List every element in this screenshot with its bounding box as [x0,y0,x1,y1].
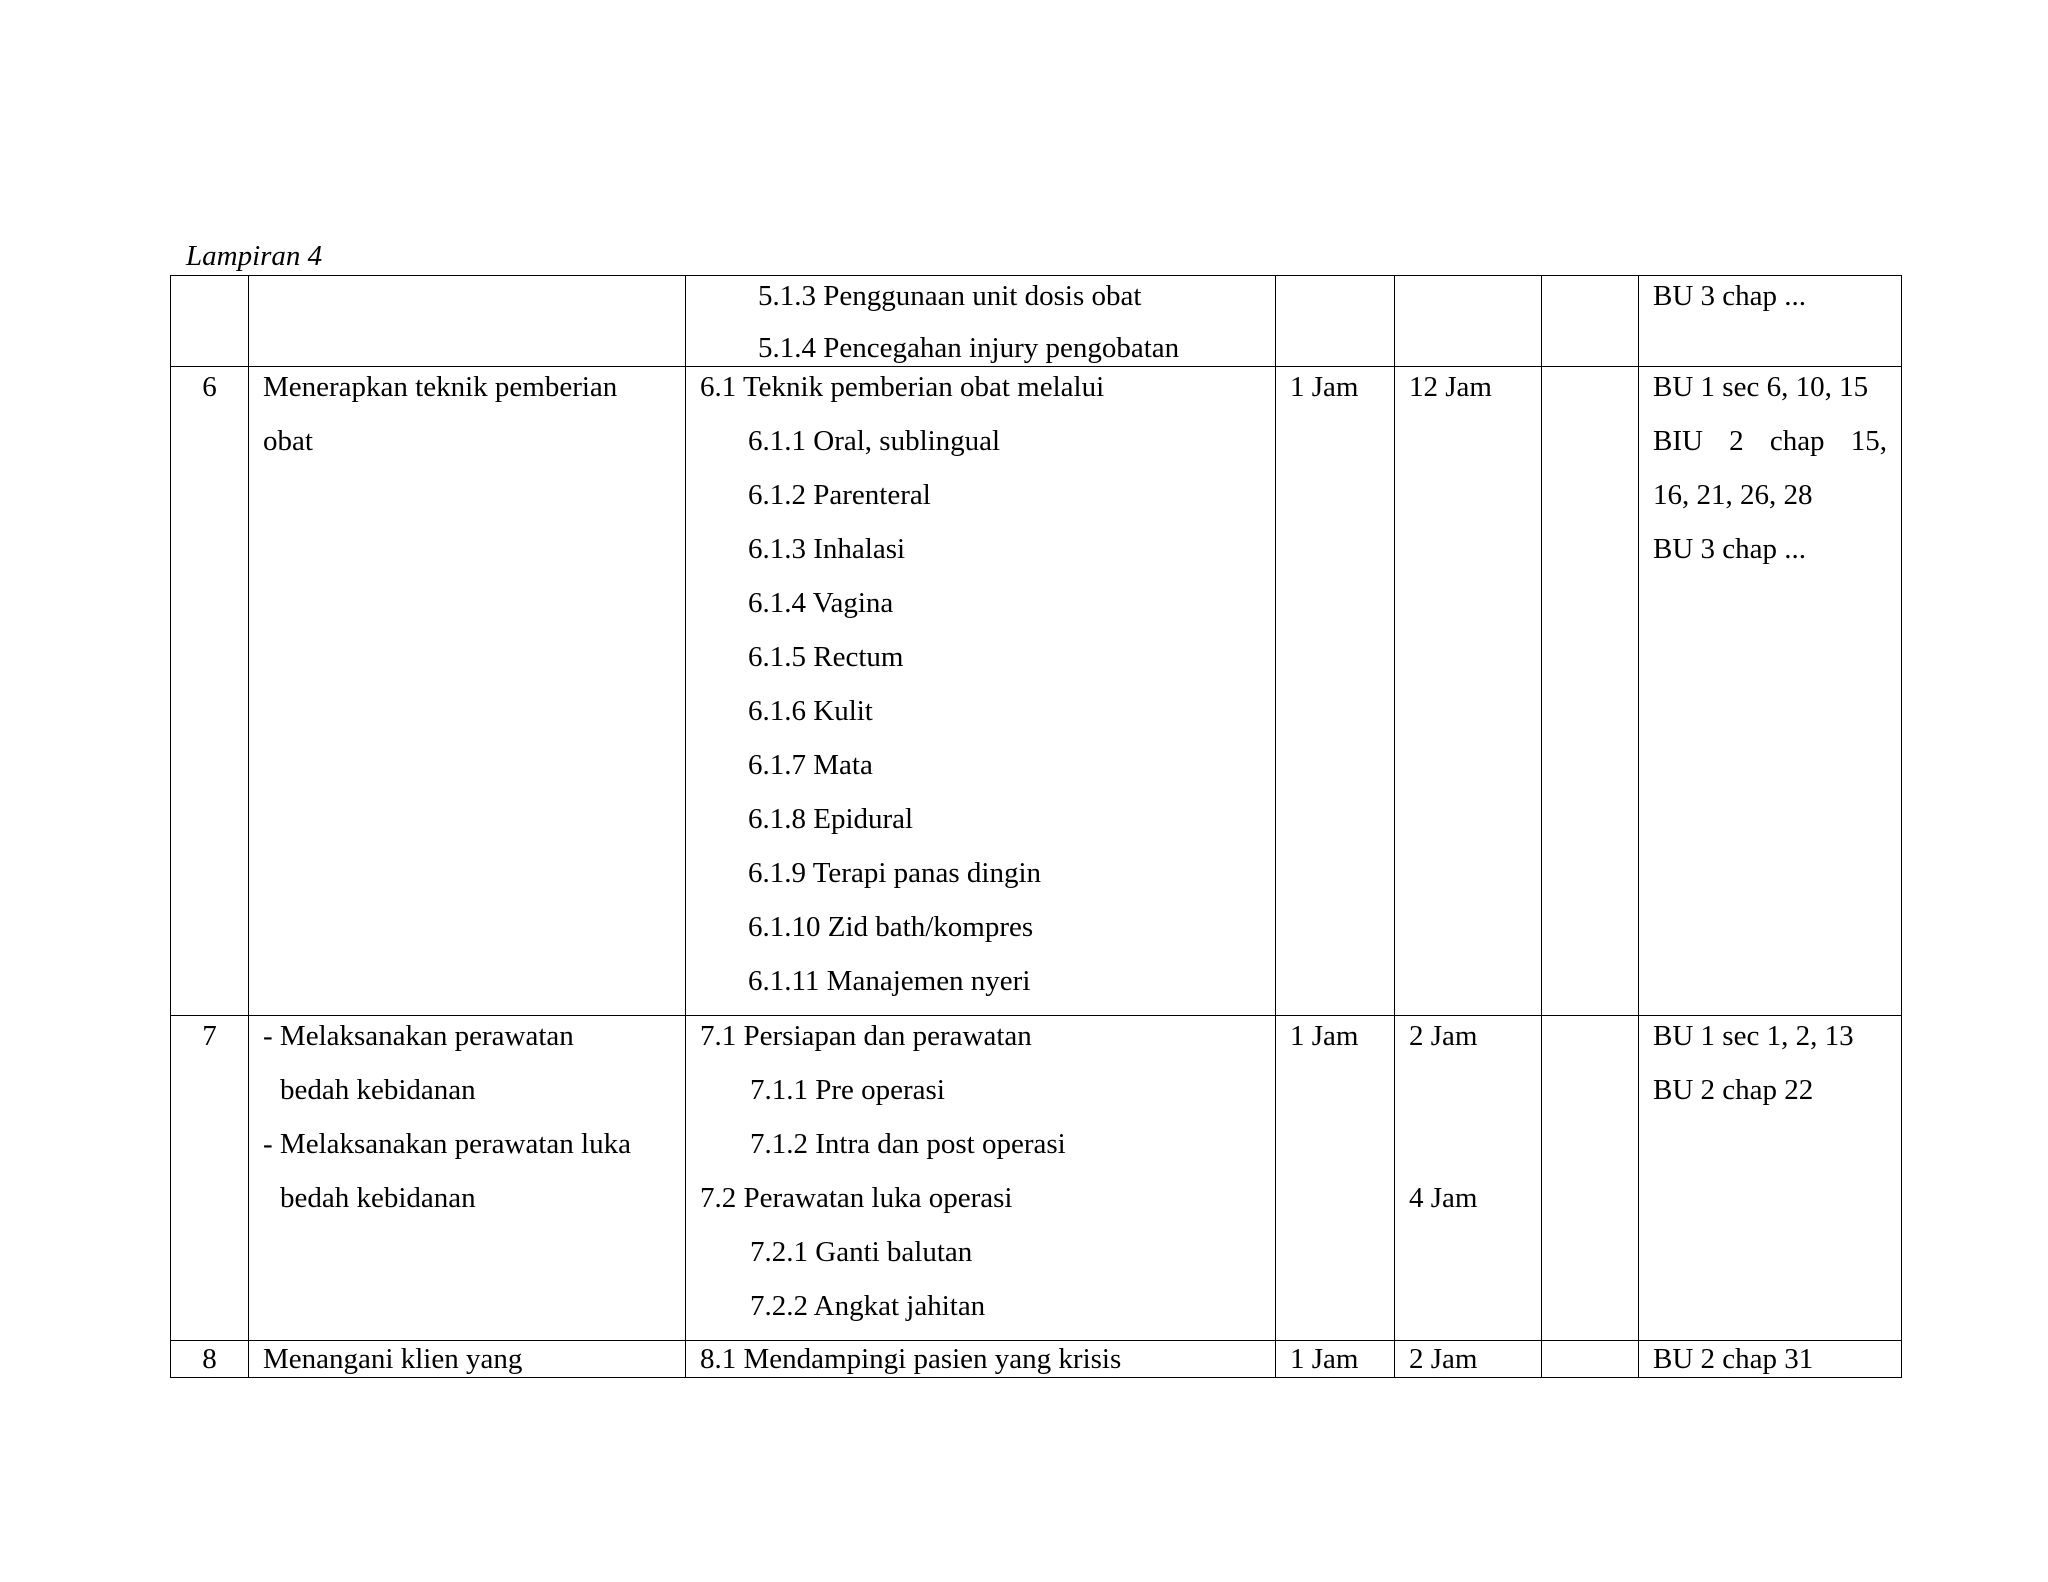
cell-reference [1639,1341,1902,1378]
content-line: 6.1.7 Mata [748,749,873,781]
cell-theory-hours [1276,1016,1395,1341]
reference-line: BU 3 chap ... [1653,533,1807,565]
cell-clinical-hours [1542,276,1639,367]
table-row-7 [171,1016,1902,1341]
theory-hours: 1 Jam [1290,371,1359,403]
reference-line: BU 2 chap 31 [1653,1343,1814,1375]
competency-line: obat [263,425,313,457]
practice-hours: 4 Jam [1409,1182,1478,1214]
competency-line: - Melaksanakan perawatan [263,1020,574,1052]
competency-line: - Melaksanakan perawatan luka [263,1128,631,1160]
cell-content [686,276,1276,367]
cell-practice-hours [1395,367,1542,1016]
cell-theory-hours [1276,1341,1395,1378]
content-line: 8.1 Mendampingi pasien yang krisis [700,1343,1122,1375]
reference-line: BU 3 chap ... [1653,280,1807,312]
cell-reference [1639,367,1902,1016]
reference-line: BU 1 sec 1, 2, 13 [1653,1020,1854,1052]
reference-line: BIU 2 chap 15, [1653,425,1887,457]
cell-competency [249,276,686,367]
competency-line: bedah kebidanan [280,1074,476,1106]
cell-theory-hours [1276,276,1395,367]
practice-hours: 12 Jam [1409,371,1492,403]
cell-practice-hours [1395,1341,1542,1378]
table-row-5-continued [171,276,1902,367]
content-line: 7.1.2 Intra dan post operasi [750,1128,1066,1160]
content-line: 6.1.6 Kulit [748,695,873,727]
table-row-8 [171,1341,1902,1378]
content-line: 5.1.4 Pencegahan injury pengobatan [758,332,1180,364]
content-line: 7.1 Persiapan dan perawatan [700,1020,1032,1052]
theory-hours: 1 Jam [1290,1020,1359,1052]
cell-clinical-hours [1542,367,1639,1016]
content-line: 6.1.8 Epidural [748,803,914,835]
practice-hours: 2 Jam [1409,1020,1478,1052]
page-label: Lampiran 4 [186,240,323,272]
reference-line: 16, 21, 26, 28 [1653,479,1813,511]
cell-reference [1639,1016,1902,1341]
cell-clinical-hours [1542,1341,1639,1378]
content-line: 6.1.3 Inhalasi [748,533,906,565]
content-line: 6.1.9 Terapi panas dingin [748,857,1042,889]
theory-hours: 1 Jam [1290,1343,1359,1375]
cell-competency [249,1341,686,1378]
content-line: 5.1.3 Penggunaan unit dosis obat [758,280,1142,312]
competency-line: bedah kebidanan [280,1182,476,1214]
content-line: 6.1.11 Manajemen nyeri [748,965,1031,997]
syllabus-table [170,275,1902,1378]
competency-line: Menangani klien yang [263,1343,523,1375]
cell-content [686,367,1276,1016]
content-line: 7.2.2 Angkat jahitan [750,1290,986,1322]
content-line: 6.1.1 Oral, sublingual [748,425,1001,457]
row-number: 7 [202,1020,217,1052]
cell-practice-hours [1395,276,1542,367]
row-number: 8 [202,1343,217,1375]
reference-line: BU 2 chap 22 [1653,1074,1814,1106]
spacer [1409,1070,1527,1178]
cell-content [686,1016,1276,1341]
content-line: 6.1.2 Parenteral [748,479,931,511]
competency-line: Menerapkan teknik pemberian [263,371,618,403]
cell-reference [1639,276,1902,367]
content-line: 6.1.5 Rectum [748,641,904,673]
cell-number [171,1341,249,1378]
cell-content [686,1341,1276,1378]
cell-practice-hours [1395,1016,1542,1341]
cell-number [171,276,249,367]
row-number: 6 [202,371,217,403]
content-line: 6.1.10 Zid bath/kompres [748,911,1034,943]
practice-hours: 2 Jam [1409,1343,1478,1375]
cell-competency [249,367,686,1016]
cell-number [171,367,249,1016]
cell-clinical-hours [1542,1016,1639,1341]
table-row-6 [171,367,1902,1016]
content-line: 7.1.1 Pre operasi [750,1074,945,1106]
cell-competency [249,1016,686,1341]
cell-number [171,1016,249,1341]
content-line: 6.1.4 Vagina [748,587,894,619]
content-line: 7.2.1 Ganti balutan [750,1236,973,1268]
content-line: 7.2 Perawatan luka operasi [700,1182,1013,1214]
reference-line: BU 1 sec 6, 10, 15 [1653,371,1869,403]
content-line: 6.1 Teknik pemberian obat melalui [700,371,1105,403]
cell-theory-hours [1276,367,1395,1016]
